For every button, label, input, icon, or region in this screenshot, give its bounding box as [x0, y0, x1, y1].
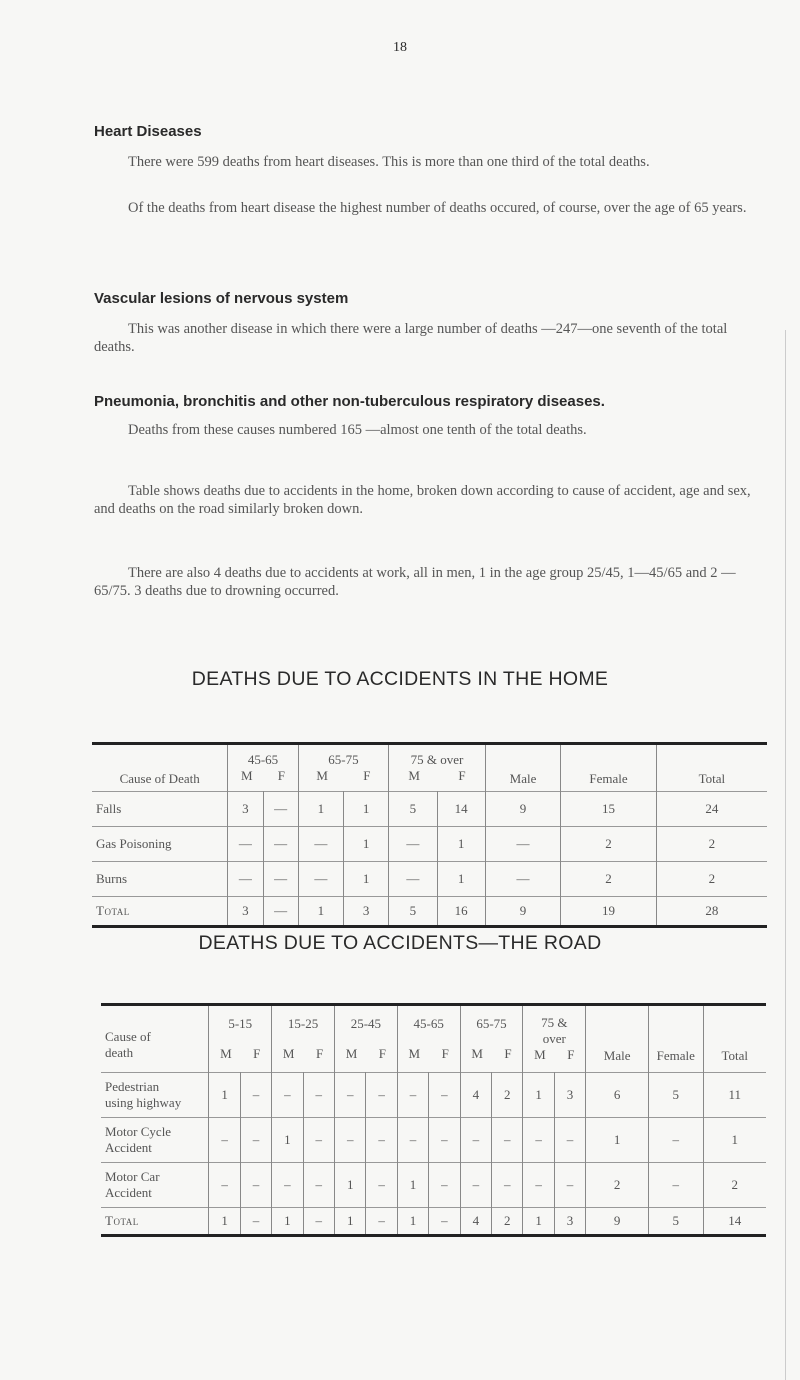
- table-cell: 9: [485, 792, 560, 827]
- table-cell: —: [263, 827, 298, 862]
- pneumonia-paragraph-3: [94, 564, 759, 600]
- male-header-text: Male: [603, 1048, 631, 1063]
- table-cell: –: [492, 1163, 523, 1208]
- table-cell: 1: [209, 1208, 240, 1236]
- table-cell: 1: [334, 1163, 365, 1208]
- heart-paragraph-2: [94, 199, 759, 217]
- table-cell: 3: [554, 1208, 585, 1236]
- pneumonia-p1-text: Deaths from these causes numbered 165 —almost one tenth of the total deaths.: [128, 422, 587, 438]
- m-label: M: [408, 768, 420, 783]
- table-cell: –: [240, 1118, 271, 1163]
- page-edge: [785, 330, 800, 1380]
- table-cell: —: [389, 827, 437, 862]
- table-cell: –: [240, 1208, 271, 1236]
- heart-paragraph-1: [94, 153, 759, 171]
- total-header: [703, 1005, 766, 1073]
- table-cell: –: [303, 1073, 334, 1118]
- table-cell: –: [397, 1073, 428, 1118]
- table-row: [92, 792, 767, 827]
- total-header-text: Total: [698, 771, 726, 786]
- age-65-75-header: [298, 744, 389, 792]
- cause-header: [92, 744, 228, 792]
- row-label: Total: [105, 1213, 139, 1228]
- table-cell: —: [485, 862, 560, 897]
- pneumonia-paragraph-2: [94, 482, 759, 518]
- table-cell: 1: [586, 1118, 649, 1163]
- age-75-over-header: [389, 744, 486, 792]
- vascular-heading: Vascular lesions of nervous system: [94, 290, 349, 307]
- f-label: F: [378, 1046, 387, 1061]
- heart-p1-text: There were 599 deaths from heart diseases. This is more than one third of the total deaths.: [128, 154, 650, 170]
- total-header: [656, 744, 767, 792]
- over-label: over: [542, 1031, 566, 1046]
- female-header: [561, 744, 657, 792]
- road-table-title: DEATHS DUE TO ACCIDENTS—THE ROAD: [198, 932, 602, 954]
- f-label: F: [315, 1046, 324, 1061]
- total-row: [92, 897, 767, 927]
- table-cell: –: [429, 1118, 460, 1163]
- table-cell: 9: [586, 1208, 649, 1236]
- table-cell: –: [554, 1118, 585, 1163]
- age-65-75-header: [460, 1005, 523, 1073]
- age-25-45-header: [334, 1005, 397, 1073]
- age-45-65-header: [228, 744, 298, 792]
- table-cell: –: [366, 1073, 397, 1118]
- male-header: [586, 1005, 649, 1073]
- table-cell: —: [298, 862, 343, 897]
- table-cell: –: [303, 1118, 334, 1163]
- age-75-over-label: 75 & over: [410, 752, 464, 767]
- table-cell: —: [298, 827, 343, 862]
- row-label-line-2: Accident: [105, 1140, 152, 1155]
- table-cell: –: [460, 1118, 491, 1163]
- road-accidents-table: [101, 1003, 766, 1237]
- f-label: F: [567, 1047, 575, 1062]
- table-cell: 2: [586, 1163, 649, 1208]
- table-row: [101, 1163, 766, 1208]
- table-cell: –: [649, 1163, 703, 1208]
- age-45-65-label: 45-65: [247, 752, 279, 767]
- row-label-line-2: Accident: [105, 1185, 152, 1200]
- table-cell: 16: [437, 897, 485, 927]
- row-label-line-1: Motor Cycle: [105, 1124, 172, 1139]
- table-cell: –: [272, 1073, 303, 1118]
- table-cell: –: [272, 1163, 303, 1208]
- road-header-row: [101, 1005, 766, 1073]
- table-cell: 1: [437, 862, 485, 897]
- table-cell: –: [366, 1118, 397, 1163]
- age-65-75-label: 65-75: [476, 1016, 507, 1031]
- row-label: Total: [96, 903, 130, 918]
- m-label: M: [282, 1046, 295, 1061]
- row-label: Burns: [96, 871, 128, 886]
- table-cell: —: [228, 862, 263, 897]
- table-cell: 28: [656, 897, 767, 927]
- table-cell: –: [523, 1163, 554, 1208]
- home-table-title: DEATHS DUE TO ACCIDENTS IN THE HOME: [191, 668, 609, 690]
- age-65-75-label: 65-75: [328, 752, 359, 767]
- table-cell: —: [263, 792, 298, 827]
- table-row: [101, 1118, 766, 1163]
- cause-header: [101, 1005, 209, 1073]
- table-cell: 15: [561, 792, 657, 827]
- table-cell: —: [485, 827, 560, 862]
- f-label: F: [363, 768, 371, 783]
- age-5-15-header: [209, 1005, 272, 1073]
- row-label-line-2: using highway: [105, 1095, 182, 1110]
- total-row: [101, 1208, 766, 1236]
- m-label: M: [471, 1046, 483, 1061]
- table-cell: –: [209, 1163, 240, 1208]
- table-cell: –: [397, 1118, 428, 1163]
- table-cell: –: [429, 1208, 460, 1236]
- row-label: [101, 1118, 209, 1163]
- table-cell: –: [649, 1118, 703, 1163]
- table-cell: 11: [703, 1073, 766, 1118]
- female-header: [649, 1005, 703, 1073]
- table-cell: 2: [492, 1073, 523, 1118]
- age-45-65-header: [397, 1005, 460, 1073]
- home-header-row: [92, 744, 767, 792]
- table-cell: 1: [397, 1163, 428, 1208]
- table-cell: 5: [389, 897, 437, 927]
- row-label-line-1: Motor Car: [105, 1169, 160, 1184]
- age-75-label: 75 &: [541, 1015, 568, 1030]
- table-cell: 6: [586, 1073, 649, 1118]
- table-cell: 1: [343, 827, 388, 862]
- m-label: M: [316, 768, 328, 783]
- f-label: F: [253, 1046, 261, 1061]
- pneumonia-p3-text: There are also 4 deaths due to accidents at work, all in men, 1 in the age group 25/45, 1—45/65 and 2 — 65/75. 3 deaths due to drowning occurred.: [94, 565, 736, 599]
- table-cell: 1: [437, 827, 485, 862]
- table-cell: 1: [703, 1118, 766, 1163]
- female-header-text: Female: [656, 1048, 695, 1063]
- cause-header-line-2: death: [105, 1045, 134, 1060]
- f-label: F: [458, 768, 466, 783]
- table-cell: 19: [561, 897, 657, 927]
- table-cell: 5: [649, 1208, 703, 1236]
- m-label: M: [220, 1046, 232, 1061]
- male-header-text: Male: [509, 771, 537, 786]
- table-cell: –: [334, 1073, 365, 1118]
- table-cell: 1: [272, 1208, 303, 1236]
- pneumonia-p2-text: Table shows deaths due to accidents in the home, broken down according to cause of accident, age and sex, and deaths on the road similarly broken down.: [94, 483, 751, 517]
- row-label: Gas Poisoning: [96, 836, 172, 851]
- cause-header-line-1: Cause of: [105, 1029, 151, 1044]
- page-number: 18: [393, 40, 407, 55]
- cause-header-text: Cause of Death: [119, 771, 200, 786]
- table-cell: –: [429, 1163, 460, 1208]
- table-cell: 14: [703, 1208, 766, 1236]
- m-label: M: [408, 1046, 421, 1061]
- table-cell: 1: [334, 1208, 365, 1236]
- table-cell: –: [492, 1118, 523, 1163]
- age-5-15-label: 5-15: [228, 1016, 253, 1031]
- table-cell: –: [554, 1163, 585, 1208]
- table-cell: 2: [656, 827, 767, 862]
- vascular-paragraph: [94, 320, 759, 356]
- table-cell: 1: [523, 1208, 554, 1236]
- table-cell: 3: [343, 897, 388, 927]
- table-cell: 1: [209, 1073, 240, 1118]
- row-label: [101, 1073, 209, 1118]
- age-15-25-header: [272, 1005, 335, 1073]
- table-cell: 1: [298, 897, 343, 927]
- row-label: Falls: [96, 801, 122, 816]
- table-cell: 3: [228, 792, 263, 827]
- table-cell: –: [523, 1118, 554, 1163]
- pneumonia-heading: Pneumonia, bronchitis and other non-tuberculous respiratory diseases.: [94, 393, 605, 410]
- female-header-text: Female: [589, 771, 628, 786]
- table-cell: –: [303, 1163, 334, 1208]
- age-25-45-label: 25-45: [350, 1016, 382, 1031]
- f-label: F: [504, 1046, 512, 1061]
- table-cell: 24: [656, 792, 767, 827]
- age-15-25-label: 15-25: [287, 1016, 319, 1031]
- table-cell: 2: [492, 1208, 523, 1236]
- table-cell: –: [240, 1163, 271, 1208]
- table-cell: 2: [703, 1163, 766, 1208]
- heart-p2-text: Of the deaths from heart disease the highest number of deaths occured, of course, over the age of 65 years.: [128, 200, 747, 216]
- m-label: M: [534, 1047, 546, 1062]
- table-cell: 4: [460, 1073, 491, 1118]
- home-accidents-table: [92, 742, 767, 928]
- f-label: F: [441, 1046, 449, 1061]
- m-label: M: [345, 1046, 358, 1061]
- table-cell: —: [263, 897, 298, 927]
- table-cell: –: [460, 1163, 491, 1208]
- table-cell: –: [429, 1073, 460, 1118]
- table-cell: 3: [554, 1073, 585, 1118]
- table-cell: 1: [397, 1208, 428, 1236]
- table-cell: 1: [298, 792, 343, 827]
- table-cell: —: [263, 862, 298, 897]
- table-cell: 3: [228, 897, 263, 927]
- pneumonia-paragraph-1: [94, 421, 759, 439]
- f-label: F: [277, 768, 286, 783]
- table-cell: –: [366, 1163, 397, 1208]
- table-cell: 5: [389, 792, 437, 827]
- table-cell: –: [240, 1073, 271, 1118]
- table-cell: –: [209, 1118, 240, 1163]
- table-row: [92, 862, 767, 897]
- age-45-65-label: 45-65: [413, 1016, 444, 1031]
- table-cell: 2: [561, 862, 657, 897]
- table-row: [101, 1073, 766, 1118]
- table-cell: 1: [523, 1073, 554, 1118]
- table-cell: —: [228, 827, 263, 862]
- table-cell: –: [334, 1118, 365, 1163]
- m-label: M: [240, 768, 253, 783]
- vascular-p1-text: This was another disease in which there were a large number of deaths —247—one seventh of the total deaths.: [94, 321, 728, 355]
- total-header-text: Total: [721, 1048, 749, 1063]
- heart-heading: Heart Diseases: [94, 123, 202, 140]
- table-cell: 1: [343, 862, 388, 897]
- row-label-line-1: Pedestrian: [105, 1079, 160, 1094]
- male-header: [485, 744, 560, 792]
- table-cell: 14: [437, 792, 485, 827]
- table-cell: 2: [656, 862, 767, 897]
- table-cell: 1: [343, 792, 388, 827]
- table-cell: 4: [460, 1208, 491, 1236]
- table-cell: –: [366, 1208, 397, 1236]
- table-cell: 9: [485, 897, 560, 927]
- row-label: [101, 1163, 209, 1208]
- table-cell: —: [389, 862, 437, 897]
- table-cell: 1: [272, 1118, 303, 1163]
- table-cell: 2: [561, 827, 657, 862]
- table-cell: 5: [649, 1073, 703, 1118]
- table-cell: –: [303, 1208, 334, 1236]
- age-75-over-header: [523, 1005, 586, 1073]
- table-row: [92, 827, 767, 862]
